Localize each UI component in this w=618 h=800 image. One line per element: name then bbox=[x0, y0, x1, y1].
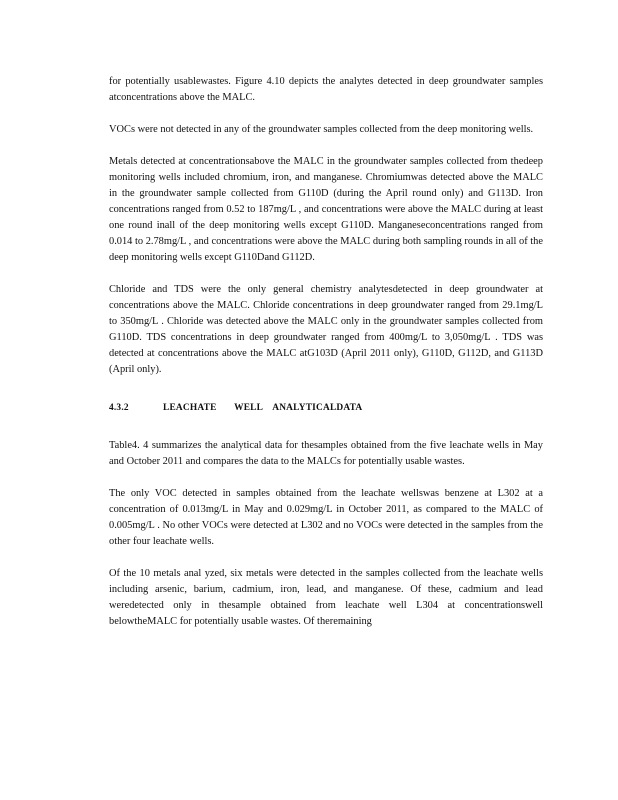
paragraph-leachate-metals: Of the 10 metals anal yzed, six metals were detected in the samples collected from the leachate wells including arsenic, barium, cadmium, iron, lead, and manganese. Of these, cadmium and lead weredetected only in thesample obtained from leachate well L304 at concentrationswell belowtheMALC for potentially usable wastes. Of theremaining bbox=[109, 568, 543, 627]
section-title: LEACHATE WELL ANALYTICALDATA bbox=[163, 403, 363, 413]
paragraph-chloride-tds: Chloride and TDS were the only general chemistry analytesdetected in deep groundwater at concentrations above the MALC. Chloride concentrations in deep groundwater ranged from 29.1mg/L to 350mg/L . Chloride was detected above the MALC only in the groundwater samples collected from G110D. TDS concentrations in deep groundwater ranged from 400mg/L to 3,050mg/L . TDS was detected at concentrations above the MALC atG103D (April 2011 only), G110D, G112D, and G113D (April only). bbox=[109, 284, 543, 375]
section-number: 4.3.2 bbox=[109, 403, 129, 413]
document-page bbox=[109, 74, 543, 646]
paragraph-leachate-voc: The only VOC detected in samples obtained from the leachate wellswas benzene at L302 at a concentration of 0.013mg/L in May and 0.029mg/L in October 2011, as compared to the MALC of 0.005mg/L . No other VOCs were detected at L302 and no VOCs were detected in the samples from the other four leachate wells. bbox=[109, 488, 543, 547]
paragraph-malc-figure: for potentially usablewastes. Figure 4.10 depicts the analytes detected in deep groundwater samples atconcentrations above the MALC. bbox=[109, 76, 543, 103]
paragraph-vocs-deep-wells: VOCs were not detected in any of the groundwater samples collected from the deep monitoring wells. bbox=[109, 124, 534, 135]
paragraph-table-summary: Table4. 4 summarizes the analytical data for thesamples obtained from the five leachate wells in May and October 2011 and compares the data to the MALCs for potentially usable wastes. bbox=[109, 440, 543, 467]
paragraph-metals-deep-wells: Metals detected at concentrationsabove the MALC in the groundwater samples collected from thedeep monitoring wells included chromium, iron, and manganese. Chromiumwas detected above the MALC in the groundwater sample collected from G110D (during the April round only) and G113D. Iron concentrations ranged from 0.52 to 187mg/L , and concentrations were above the MALC during at least one round inall of the deep monitoring wells except G110D. Manganeseconcentrations ranged from 0.014 to 2.78mg/L , and concentrations were above the MALC during both sampling rounds in all of the deep monitoring wells except G110Dand G112D. bbox=[109, 156, 543, 263]
section-heading bbox=[109, 400, 543, 416]
